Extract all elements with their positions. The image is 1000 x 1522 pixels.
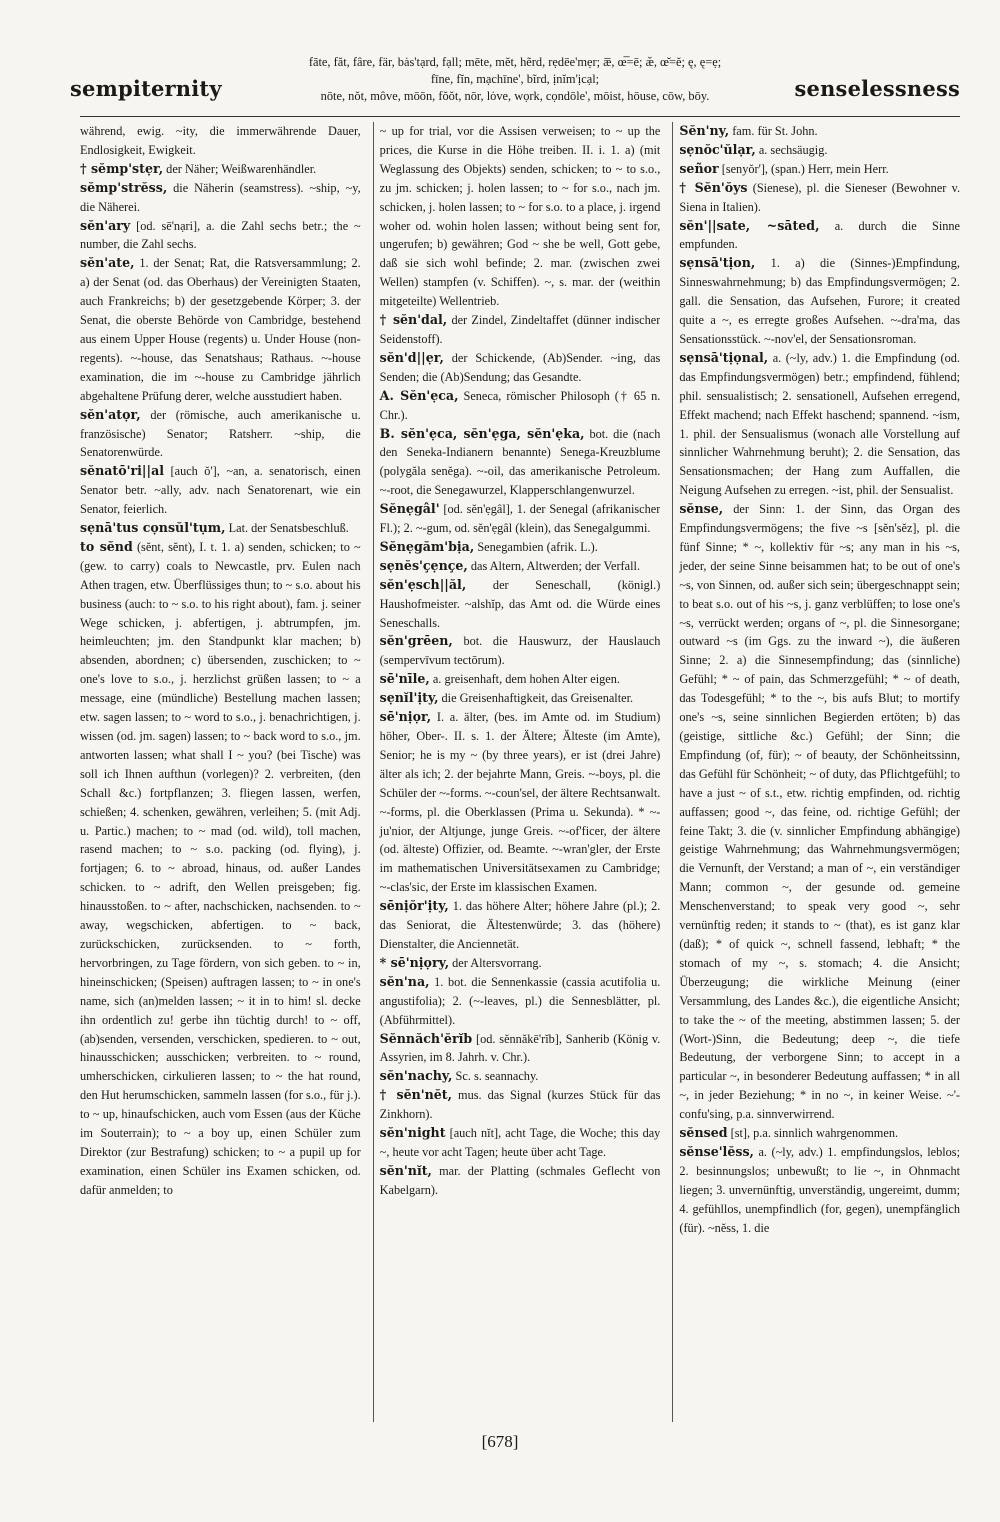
entry-definition: 1. das höhere Alter; höhere Jahre (pl.); 2. das Seniorat, die Ältestenwürde; 3. das (höhere) Dienstalter, die Anciennetät. bbox=[379, 899, 661, 951]
dictionary-entry bbox=[380, 387, 661, 425]
entry-headword: sĕn'd||ẹr, bbox=[379, 349, 444, 365]
entry-headword: sĕnse'lĕss, bbox=[679, 1143, 754, 1159]
entry-headword: Sĕnnăch'ĕrĭb bbox=[379, 1030, 473, 1046]
entry-headword: sē'nīle, bbox=[379, 671, 430, 687]
entry-headword: sẹnā'tus cọnsŭl'tụm, bbox=[80, 520, 226, 536]
entry-headword: sĕn'na, bbox=[379, 973, 430, 989]
entry-definition: Seneca, römischer Philosoph († 65 n. Chr.). bbox=[379, 388, 661, 422]
entry-definition: I. a. älter, (bes. im Amte od. im Studium) höher, Ober-. II. s. 1. der Ältere; Älteste (im Amte), Senior; he is my ~ (by three years), er ist (drei Jahre) älter als ich; 2. der bejahrte Mann, Greis. ~-boys, pl. die Schüler der ~-forms. ~-coun'sel, der ältere Rechtsanwalt. ~-forms, pl. die Oberklassen (Prima u. Sekunda). * ~-ju'nior, der Altjunge, junge Greis. ~-of'ficer, der ältere (od. älteste) Offizier, od. Beamte. ~-wran'gler, der Erste im mathematischen Universitätsexamen zu Cambridge; ~-clas'sic, der Erste im klassischen Examen. bbox=[379, 710, 661, 895]
dictionary-entry bbox=[80, 160, 361, 179]
entry-definition: die Greisenhaftigkeit, das Greisenalter. bbox=[441, 691, 634, 706]
dictionary-entry bbox=[679, 217, 960, 255]
entry-headword: sẹnsā'tịon, bbox=[679, 255, 756, 271]
entry-headword: A. Sĕn'ẹca, bbox=[379, 387, 459, 403]
dictionary-entry bbox=[380, 311, 661, 349]
entry-columns bbox=[80, 122, 960, 1422]
entry-definition: Senegambien (afrik. L.). bbox=[477, 539, 598, 554]
entry-definition: a. (~ly, adv.) 1. empfindungslos, leblos; 2. besinnungslos; unbewußt; to lie ~, in Ohnmacht liegen; 3. unvernünftig, unverständig, ungereimt, dumm; 4. gefühllos, unempfindlich (for, gegen), unempfänglich (für). ~nĕss, 1. die bbox=[679, 1144, 961, 1235]
entry-headword: sẹnĕs'çẹnçe, bbox=[379, 557, 468, 573]
entry-headword: Sĕn'ny, bbox=[679, 123, 730, 138]
dictionary-entry bbox=[80, 462, 361, 519]
entry-definition: die Näherin (seamstress). ~ship, ~y, die Näherei. bbox=[80, 180, 361, 214]
entry-definition: [st], p.a. sinnlich wahrgenommen. bbox=[730, 1126, 899, 1141]
dictionary-entry bbox=[679, 1124, 960, 1143]
dictionary-entry bbox=[380, 897, 661, 954]
dictionary-entry bbox=[380, 1162, 661, 1200]
entry-definition: [od. sĕnnăkē'rĭb], Sanherib (König v. Assyrien, im 8. Jahrh. v. Chr.). bbox=[379, 1031, 661, 1065]
dictionary-entry bbox=[679, 160, 960, 179]
entry-definition: während, ewig. ~ity, die immerwährende Dauer, Endlosigkeit, Ewigkeit. bbox=[80, 124, 361, 157]
entry-definition: 1. a) die (Sinnes-)Empfindung, Sinneswahrnehmung; b) das Empfindungsvermögen; 2. gall. die Sensation, das Aufsehen, Furore; it created quite a ~, es erregte großes Aufsehen. ~-dra'ma, das Sensationsstück. ~-nov'el, der Sensationsroman. bbox=[679, 256, 961, 346]
dictionary-entry bbox=[80, 519, 361, 538]
dictionary-entry bbox=[80, 179, 361, 217]
dictionary-entry bbox=[380, 576, 661, 633]
entry-definition: 1. bot. die Sennenkassie (cassia acutifolia u. angustifolia); 2. (~-leaves, pl.) die Sennesblätter, pl. (Abführmittel). bbox=[379, 974, 661, 1027]
left-guide-word: sempiternity bbox=[70, 76, 222, 101]
pronunciation-key bbox=[230, 54, 800, 105]
entry-definition: (sĕnt, sĕnt), I. t. 1. a) senden, schicken; to ~ (gew. to carry) coals to Newcastle, prv. Eulen nach Athen tragen, etw. Überflüssiges thun; to ~ s.o. about his business (auch: to ~ s.o. to his right about), fam. j. seiner Wege schicken, j. abfertigen, j. abtrumpfen, jm. heimleuchten; jm. den Standpunkt klar machen; b) absenden, abordnen; c) übersenden, zuschicken; to ~ one's love to s.o., j. herzlichst grüßen lassen; to ~ a message, eine (mündliche) Bestellung machen lassen; etw. sagen lassen; to ~ word to s.o., j. benachrichtigen, j. wissen (od. jm. sagen) lassen; to ~ back word to s.o., jm. antworten lassen; what shall I ~ you? (bei Tische) was soll ich Ihnen aufthun (vorlegen)? 2. verbreiten, (den Schall &c.) fortpflanzen; 3. fliegen lassen, werfen, schießen; 4. schenken, gewähren, verleihen; 5. (mit Adj. u. Partic.) machen; to ~ mad (od. wild), toll machen, rasend machen; to ~ s.o. packing (od. flying), j. fortjagen; 6. to ~ abroad, hinaus, od. außer Landes schicken. to ~ adrift, den Wellen preisgeben; fig. hinausstoßen. to ~ after, nachschicken, nachsenden. to ~ away, wegschicken, abfertigen. to ~ back, zurückschicken, zurücksenden. to ~ forth, hervorbringen, zu Tage fördern, von sich geben. to ~ in, hineinschicken; (Speisen) auftragen lassen; to ~ in one's name, sich (an)melden lassen; ~ it in to him! sl. decke ihn ordentlich zu! gerbe ihn tüchtig durch! to ~ off, (ab)senden, versenden, verschicken, spedieren. to ~ out, hinausschicken; ausschicken; verbreiten. to ~ round, umherschicken, cirkulieren lassen; to ~ the hat round, den Hut herumschicken, sammeln lassen (for s.o., für j.). to ~ up, hinaufschicken, auch vom Essen (aus der Küche im Souterrain); to ~ a boy up, einen Schüler zum Direktor (zur Bestrafung) schicken; to ~ a pupil up for examination, einen Schüler ins Examen schicken, od. dafür anmelden; to bbox=[80, 539, 361, 1197]
entry-headword: sẹnŏc'ŭlạr, bbox=[679, 141, 756, 157]
entry-headword: B. sĕn'ẹca, sĕn'ẹga, sĕn'ẹka, bbox=[379, 425, 585, 441]
entry-definition: [auch ŏ'], ~an, a. senatorisch, einen Senator betr. ~ally, adv. nach Senatorenart, wie ein Senator, feierlich. bbox=[80, 464, 361, 517]
entry-definition: (Sienese), pl. die Sieneser (Bewohner v. Siena in Italien). bbox=[679, 180, 961, 214]
entry-definition: der Seneschall, (königl.) Haushofmeister. ~alshĭp, das Amt od. die Würde eines Seneschalls. bbox=[379, 577, 661, 630]
entry-definition: Lat. der Senatsbeschluß. bbox=[228, 521, 349, 536]
entry-definition: a. durch die Sinne empfunden. bbox=[679, 218, 961, 252]
dictionary-entry bbox=[380, 689, 661, 708]
entry-headword: señor bbox=[679, 160, 719, 176]
entry-headword: sĕnatō'ri||al bbox=[80, 463, 165, 479]
dictionary-entry bbox=[380, 500, 661, 538]
entry-definition: der Zindel, Zindeltaffet (dünner indischer Seidenstoff). bbox=[379, 313, 661, 346]
column-1 bbox=[80, 122, 361, 1422]
entry-headword: sĕnsed bbox=[679, 1125, 728, 1141]
entry-definition: a. sechsäugig. bbox=[758, 142, 828, 157]
entry-definition: mar. der Platting (schmales Geflecht von Kabelgarn). bbox=[379, 1163, 661, 1197]
entry-headword: sĕn'nĭt, bbox=[379, 1162, 432, 1178]
right-guide-word: senselessness bbox=[794, 76, 960, 101]
dictionary-entry bbox=[380, 1067, 661, 1086]
entry-definition: a. (~ly, adv.) 1. die Empfindung (od. das Empfindungsvermögen) betr.; empfindend, fühlend; phil. sensualistisch; 2. sensationell, Aufsehen erregend, Effekt machend; nach Effekt haschend; spannend. ~ism, 1. phil. der Sensualismus (wonach alle Vorstellung auf sinnlicher Wahrnehmung beruht); 2. die Sensation, das Sensationsmachen; der Hang zum Auffallen, die Neigung Aufsehen zu erregen. ~ist, phil. der Sensualist. bbox=[679, 350, 961, 498]
entry-headword: Sĕnẹgâl' bbox=[379, 501, 440, 517]
entry-headword: sẹnsā'tịọnal, bbox=[679, 349, 769, 365]
entry-definition: [od. sĕn'ẹgâl], 1. der Senegal (afrikanischer Fl.); 2. ~-gum, od. sĕn'ẹgâl (klein), das Senegalgummi. bbox=[379, 502, 661, 536]
entry-definition: 1. der Senat; Rat, die Ratsversammlung; 2. a) der Senat (od. das Oberhaus) der Vereinigten Staaten, auch Frankreichs; b) der gesetzgebende Körper; 3. der Senat, die oberste Behörde von Cambridge, bestehend aus einem Upper House (regents) u. Under House (non-regents). ~-house, das Senatshaus; Rathaus. ~-house examination, die im ~-house zu Cambridge jährlich abgehaltene Prüfung derer, welche ausstudiert haben. bbox=[80, 256, 361, 403]
entry-headword: † sĕn'dal, bbox=[379, 312, 448, 328]
pronunciation-line: fāte, făt, fâre, fär, bȧs'tạrd, fạll; mēte, mĕt, hẽrd, rẹdēe'mẹr; æ̅, œ̅=ē; æ̆, œ̆=ĕ; ę, ę=ẹ; bbox=[308, 55, 722, 69]
entry-headword: Sĕnẹgăm'bịa, bbox=[379, 538, 475, 554]
dictionary-entry bbox=[679, 349, 960, 500]
dictionary-entry bbox=[80, 406, 361, 463]
dictionary-entry bbox=[679, 179, 960, 217]
page-header bbox=[70, 54, 960, 110]
entry-definition: der Näher; Weißwarenhändler. bbox=[166, 161, 317, 176]
entry-headword: sĕn'nachy, bbox=[379, 1068, 453, 1084]
entry-definition: [senyŏr'], (span.) Herr, mein Herr. bbox=[721, 161, 889, 176]
entry-headword: sēnịŏr'ịty, bbox=[379, 898, 449, 914]
dictionary-entry bbox=[380, 1124, 661, 1162]
entry-definition: fam. für St. John. bbox=[732, 124, 818, 138]
entry-definition: mus. das Signal (kurzes Stück für das Zinkhorn). bbox=[379, 1088, 661, 1122]
dictionary-entry bbox=[80, 122, 361, 160]
entry-definition: [auch nĭt], acht Tage, die Woche; this day ~, heute vor acht Tagen; heute über acht Tage. bbox=[379, 1126, 661, 1159]
dictionary-entry bbox=[679, 500, 960, 1124]
dictionary-entry bbox=[380, 538, 661, 557]
entry-definition: Sc. s. seannachy. bbox=[455, 1069, 539, 1084]
dictionary-entry bbox=[380, 1030, 661, 1068]
dictionary-entry bbox=[380, 1086, 661, 1124]
dictionary-entry bbox=[679, 1143, 960, 1238]
entry-headword: sĕnse, bbox=[679, 501, 724, 517]
dictionary-entry bbox=[80, 254, 361, 405]
entry-definition: das Altern, Altwerden; der Verfall. bbox=[470, 558, 641, 573]
entry-headword: sĕn'ẹsch||ăl, bbox=[379, 576, 467, 592]
dictionary-entry bbox=[679, 254, 960, 349]
entry-definition: bot. die (nach den Seneka-Indianern benannte) Senega-Kreuzblume (polygăla senĕga). ~-oil, das amerikanische Petroleum. ~-root, die Senegawurzel, Klapperschlangenwurzel. bbox=[379, 426, 661, 498]
pronunciation-line: nōte, nŏt, môve, mōōn, fŏŏt, nōr, lȯve, wọrk, cọndōle', mōist, hōuse, cōw, bōy. bbox=[320, 89, 710, 103]
dictionary-entry bbox=[80, 538, 361, 1200]
dictionary-entry bbox=[380, 122, 661, 311]
dictionary-entry bbox=[380, 708, 661, 897]
column-2 bbox=[373, 122, 661, 1422]
entry-headword: sẹnĭl'ịty, bbox=[379, 690, 439, 706]
entry-headword: sē'nịọr, bbox=[379, 709, 432, 725]
entry-definition: der Schickende, (Ab)Sender. ~ing, das Senden; die (Ab)Sendung; das Gesandte. bbox=[379, 350, 661, 384]
dictionary-entry bbox=[380, 954, 661, 973]
entry-definition: der (römische, auch amerikanische u. französische) Senator; Ratsherr. ~ship, die Senatorenwürde. bbox=[80, 407, 361, 460]
entry-headword: † sĕn'nĕt, bbox=[379, 1087, 452, 1103]
page-number: [678] bbox=[481, 1432, 519, 1451]
entry-headword: * sē'nịọry, bbox=[379, 954, 450, 970]
entry-definition: bot. die Hauswurz, der Hauslauch (sempervīvum tectōrum). bbox=[379, 634, 661, 668]
entry-headword: sĕn'ary bbox=[80, 217, 131, 233]
dictionary-entry bbox=[679, 141, 960, 160]
dictionary-entry bbox=[80, 217, 361, 255]
entry-definition: ~ up for trial, vor die Assisen verweisen; to ~ up the prices, die Kurse in die Höhe treiben. II. i. 1. a) (mit Weglassung des Objekts) senden, schicken; to ~ to s.o., zu jm. schicken; j. holen lassen; to ~ for s.o., nach jm. schicken, j. holen lassen; to ~ for s.o. to a place, j. irgend woher od. wohin holen lassen; without being sent for, ungerufen; b) gewähren; God ~ she be well, Gott gebe, daß sie sich wohl befinde; 2. mar. (zwischen zwei Wellen) stampfen (v. Schiffen). ~, s. mar. der (weithin mitgeteilte) Wellentrieb. bbox=[379, 124, 661, 309]
entry-definition: [od. sē'nạri], a. die Zahl sechs betr.; the ~ number, die Zahl sechs. bbox=[80, 218, 361, 252]
dictionary-entry bbox=[380, 670, 661, 689]
entry-headword: sĕmp'strĕss, bbox=[80, 179, 168, 195]
dictionary-entry bbox=[380, 425, 661, 501]
entry-definition: a. greisenhaft, dem hohen Alter eigen. bbox=[432, 672, 620, 687]
entry-headword: sĕn'ate, bbox=[80, 255, 135, 271]
dictionary-entry bbox=[380, 557, 661, 576]
entry-headword: sĕn'night bbox=[379, 1125, 446, 1141]
entry-headword: to sĕnd bbox=[80, 538, 133, 554]
entry-headword: sĕn'atọr, bbox=[80, 406, 141, 422]
entry-definition: der Altersvorrang. bbox=[452, 955, 542, 970]
dictionary-entry bbox=[380, 349, 661, 387]
entry-headword: † sĕmp'stẹr, bbox=[80, 160, 164, 176]
dictionary-entry bbox=[380, 632, 661, 670]
dictionary-entry bbox=[380, 973, 661, 1030]
entry-headword: † Sĕn'ŏys bbox=[679, 179, 748, 195]
column-3 bbox=[672, 122, 960, 1422]
entry-headword: sĕn'||sate, ~sāted, bbox=[679, 217, 820, 233]
header-rule bbox=[80, 116, 960, 117]
entry-definition: der Sinn: 1. der Sinn, das Organ des Empfindungsvermögens; the five ~s [sĕn'sĕz], pl. die fünf Sinne; * ~, kollektiv für ~s; any man in his ~s, jeder, der seine Sinne beisammen hat; to be out of one's ~s, von Sinnen, od. außer sich sein; übergeschnappt sein; to beat s.o. out of his ~s, j. ganz verblüffen; to lose one's ~s, verrückt werden; organs of ~, pl. die Sinnesorgane; outward ~s (im Ggs. zu the inward ~), die äußeren Sinne; 2. a) die Sinnesempfindung; das (sinnliche) Gefühl; * ~ of pain, das Schmerzgefühl; * ~ of death, das Todesgefühl; * to the ~, bis aufs Blut; to mortify one's ~s, seine sinnlichen Begierden ertöten; b) das (geistige, sittliche &c.) Gefühl; der Sinn; die Empfindung (of, für); ~ of beauty, der Schönheitssinn, das Gefühl für Schönheit; ~ of duty, das Pflichtgefühl; to have a just ~ of s.t., etw. richtig empfinden, od. richtig auffassen; good ~, das feine, od. richtige Gefühl; der feine Takt; 3. die (v. sinnlicher Empfindung abhängige) geistige Wahrnehmung; das Wahrnehmungsvermögen; die Vernunft, der Verstand; a man of ~, ein verständiger Mann; common ~, der gesunde od. gemeine Menschenverstand; to speak very good ~, sehr vernünftig reden; it stands to ~ (that), es ist ganz klar (daß); * of quick ~, schnell fassend, lebhaft; * the stomach of my ~, s. stomach; 4. die Ansicht; Überzeugung; die wirkliche Meinung (einer Versammlung, des Landes &c.), die eigentliche Ansicht; to take the ~ of the meeting, abstimmen lassen; 5. der (Wort-)Sinn, die Bedeutung; deep ~, die tiefe Bedeutung, der verborgene Sinn; to accept in a particular ~, in besonderer Bedeutung auffassen; * in all ~, in jeder Beziehung; * in no ~, in keiner Weise. ~'-confu'sing, p.a. sinnverwirrend. bbox=[679, 502, 961, 1122]
entry-headword: sĕn'grēen, bbox=[379, 633, 453, 649]
pronunciation-line: fīne, fĭn, mạchīne', bĩrd, ịnĭm'ịcạl; bbox=[430, 72, 600, 86]
dictionary-entry bbox=[679, 122, 960, 141]
